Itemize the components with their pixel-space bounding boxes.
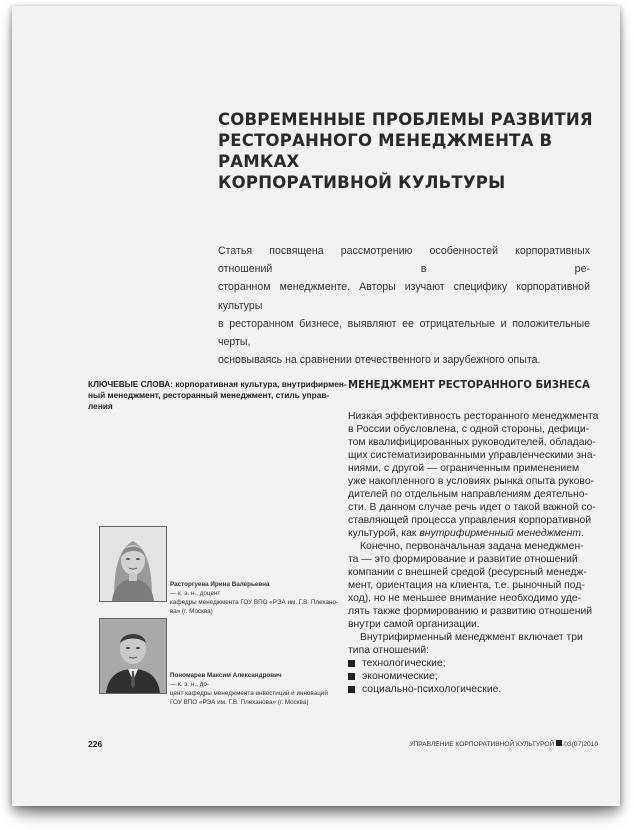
list-item: [348, 670, 596, 683]
body-line: ставляющей процесса управления корпоративной: [348, 515, 592, 526]
list-item-text: социально-психологические.: [362, 684, 502, 695]
list-item-text: технологические;: [362, 658, 446, 669]
body-line: уже накопленного в условиях рынка опыта руково-: [348, 476, 595, 487]
abstract-line: Статья посвящена рассмотрению особенностей корпоративных отношений в ре-: [218, 245, 590, 276]
title-line: РЕСТОРАННОГО МЕНЕДЖМЕНТА В РАМКАХ: [218, 131, 553, 171]
journal-name: УПРАВЛЕНИЕ КОРПОРАТИВНОЙ КУЛЬТУРОЙ: [409, 741, 555, 748]
keywords-line: КЛЮЧЕВЫЕ СЛОВА: корпоративная культура, внутрифирмен-: [88, 379, 347, 389]
title-line: КОРПОРАТИВНОЙ КУЛЬТУРЫ: [218, 173, 506, 192]
journal-footer: [390, 740, 598, 748]
body-line: Внутрифирменный менеджмент включает три: [360, 632, 583, 643]
author-name: Расторгуева Ирина Валерьевна: [170, 581, 270, 588]
body-line: в России обусловлена, с одной стороны, дефици-: [348, 424, 590, 435]
author-line: цент кафедры менеджмента инвестиций и инноваций: [170, 690, 328, 697]
list-item: [348, 683, 596, 696]
section-heading: МЕНЕДЖМЕНТ РЕСТОРАННОГО БИЗНЕСА: [348, 380, 590, 391]
body-text-run: культурой, как: [348, 528, 420, 539]
journal-page: [12, 6, 620, 806]
author-line: ва» (г. Москва): [170, 608, 213, 615]
body-line: ниями, с другой — ограниченным применением: [348, 463, 580, 474]
body-line: ход), но не меньшее внимание необходимо уде-: [348, 593, 582, 604]
body-line: типа отношений:: [348, 645, 430, 656]
keywords-line: ления: [88, 401, 113, 411]
author-degree: — к. э. н., доцент: [170, 590, 221, 597]
body-line: щих систематизированными управленческими зна-: [348, 450, 596, 461]
title-line: СОВРЕМЕННЫЕ ПРОБЛЕМЫ РАЗВИТИЯ: [218, 110, 593, 129]
body-line: лять также формированию и развитию отношений: [348, 606, 593, 617]
body-line: дителей по отдельным направлениям деятельно-: [348, 489, 588, 500]
square-separator-icon: [556, 740, 562, 746]
body-line: та — это формирование и развитие отношений: [348, 554, 578, 565]
body-line: Конечно, первоначальная задача менеджмен-: [360, 541, 584, 552]
body-line: том квалифицированных руководителей, обладаю-: [348, 437, 596, 448]
article-abstract: [218, 242, 590, 369]
author-info: [170, 671, 340, 707]
author-degree: — к. э. н., до-: [170, 681, 210, 688]
abstract-line: в ресторанном бизнесе, выявляют ее отрицательные и положительные черты,: [218, 317, 590, 349]
author-photo-woman: [99, 526, 167, 602]
article-title: [218, 109, 598, 193]
body-line: Низкая эффективность ресторанного менеджмента: [348, 411, 599, 422]
author-photo-man: [99, 618, 167, 694]
keywords-block: [88, 379, 347, 412]
bullet-square-icon: [348, 686, 355, 693]
body-line: сти. В данном случае речь идет о такой важной со-: [348, 502, 596, 513]
author-name: Пономарев Максим Александрович: [170, 672, 282, 679]
author-line: [170, 580, 340, 598]
journal-issue: 03(07)2010: [564, 741, 598, 748]
bullet-square-icon: [348, 673, 355, 680]
body-line: компании с внешней средой (ресурсный менедж-: [348, 567, 587, 578]
bullet-square-icon: [348, 660, 355, 667]
abstract-line: сторанном менеджменте. Авторы изучают специфику корпоративной культуры: [218, 281, 590, 312]
keywords-line: ный менеджмент, ресторанный менеджмент, стиль управ-: [88, 390, 330, 400]
relations-list: [348, 657, 596, 696]
body-line: внутри самой организации.: [348, 619, 480, 630]
author-line: кафедры менеджмента ГОУ ВПО «РЭА им. Г.В. Плехано-: [170, 599, 339, 606]
author-line: [170, 671, 340, 689]
list-item-text: экономические;: [362, 671, 438, 682]
page-number: 226: [88, 739, 103, 749]
list-item: [348, 657, 596, 670]
author-line: ГОУ ВПО «РЭА им. Г.В. Плеханова» (г. Москва): [170, 699, 309, 706]
abstract-line: основываясь на сравнении отечественного и зарубежного опыта.: [218, 354, 541, 367]
author-info: [170, 580, 340, 616]
body-line: мент, ориентация на клиента, т.е. рыночный под-: [348, 580, 585, 591]
body-text-run: .: [581, 528, 584, 539]
body-line: [348, 527, 596, 540]
italic-term: внутрифирменный менеджмент: [419, 528, 582, 539]
section-body: [348, 410, 599, 696]
